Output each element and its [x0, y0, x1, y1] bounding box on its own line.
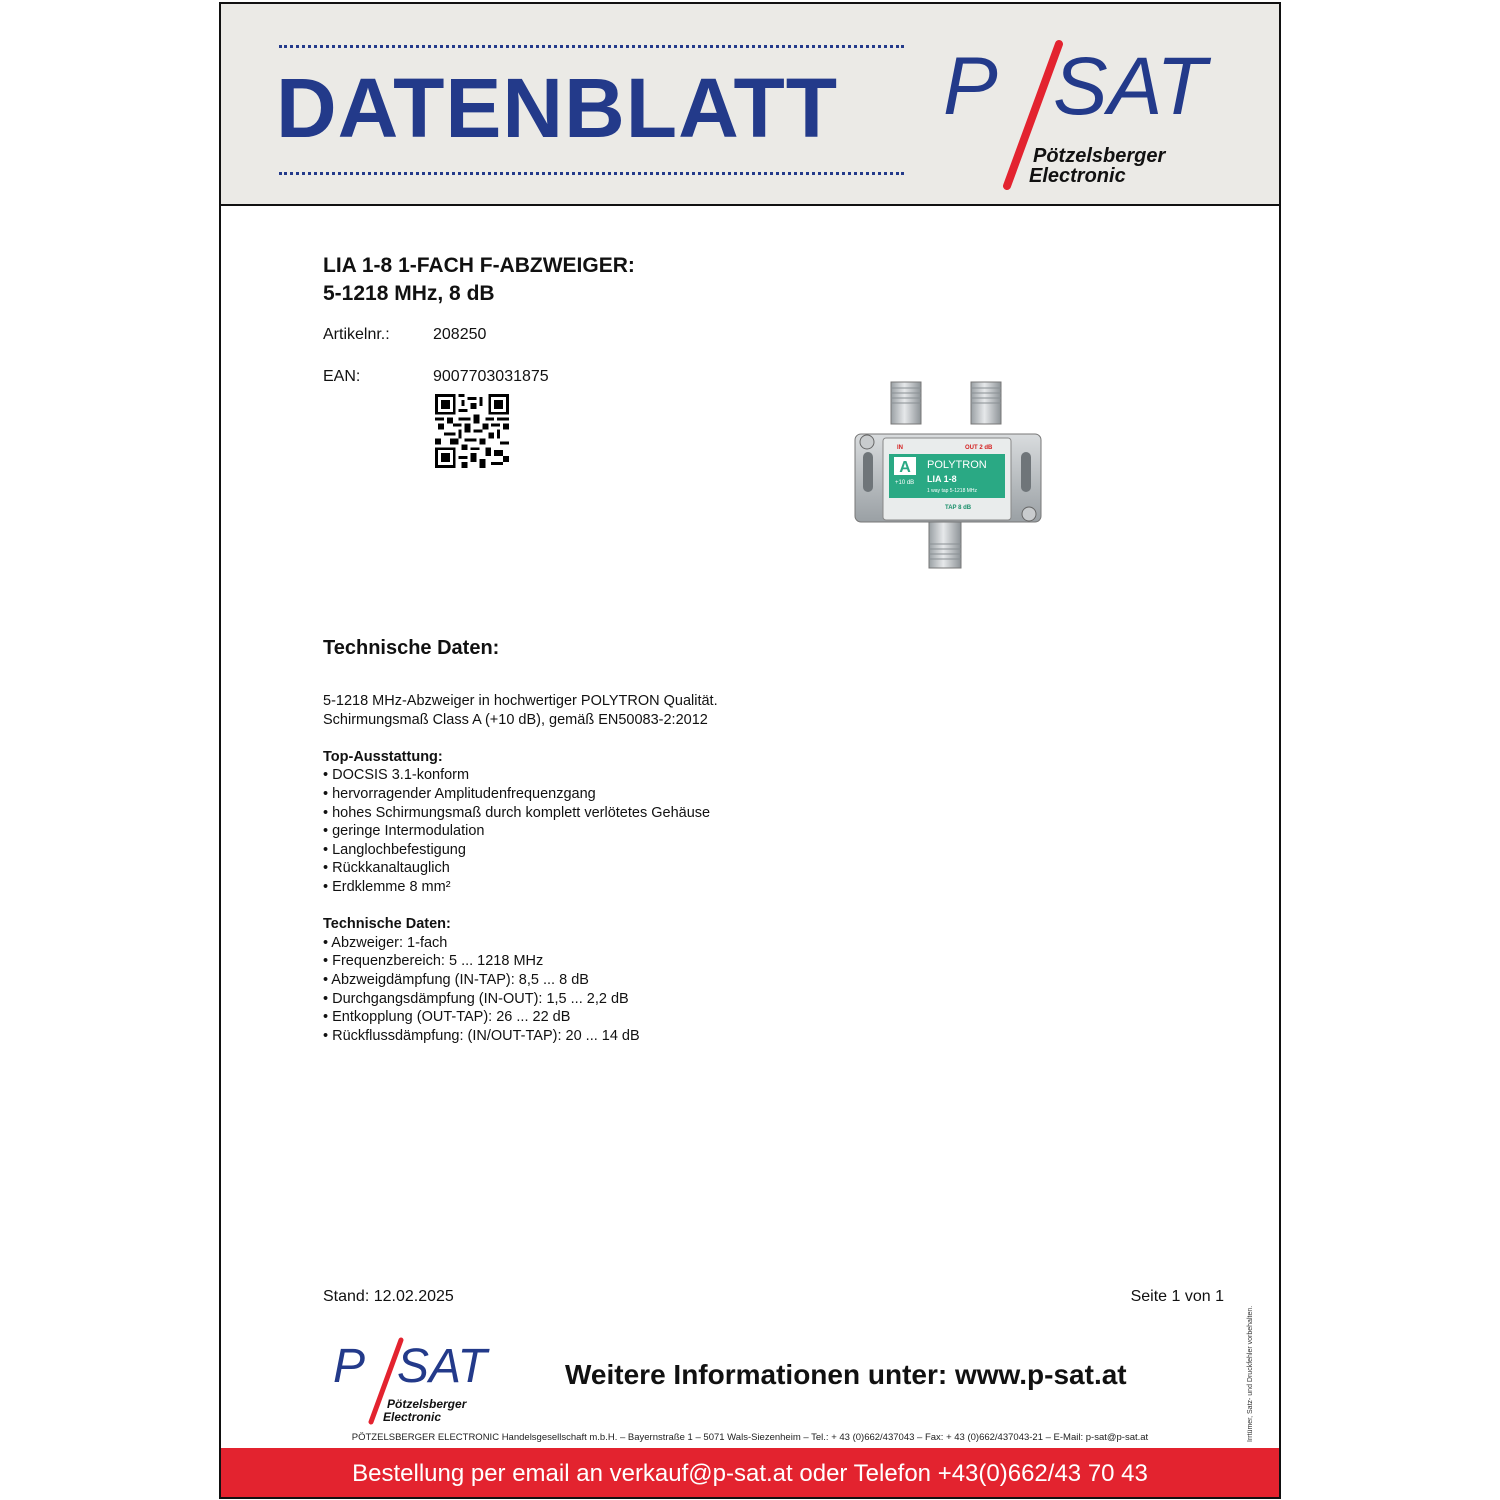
datasheet-page — [219, 2, 1281, 1499]
logo-wordmark: SAT — [1053, 41, 1207, 132]
in-label: IN — [897, 445, 903, 451]
feature-item: • hervorragender Amplitudenfrequenzgang — [323, 785, 596, 802]
product-title-line2: 5-1218 MHz, 8 dB — [323, 282, 495, 305]
feature-item: • geringe Intermodulation — [323, 823, 485, 840]
model-label: LIA 1-8 — [927, 474, 957, 484]
article-value: 208250 — [433, 326, 487, 343]
class-letter: A — [899, 459, 911, 476]
qr-code — [435, 394, 509, 468]
logo-company-line2: Electronic — [1029, 165, 1126, 187]
feature-item: • hohes Schirmungsmaß durch komplett verlötetes Gehäuse — [323, 804, 711, 821]
disclaimer — [1247, 1282, 1257, 1442]
section-heading: Technische Daten: — [323, 637, 500, 659]
ean-value: 9007703031875 — [433, 368, 549, 385]
specs-block — [323, 915, 1023, 1045]
product-title-line1: LIA 1-8 1-FACH F-ABZWEIGER: — [323, 254, 635, 277]
tap-label: TAP 8 dB — [945, 505, 972, 511]
logo-company-line1: Pötzelsberger — [1033, 145, 1166, 167]
svg-text:P: P — [333, 1340, 366, 1393]
spec-item: • Durchgangsdämpfung (IN-OUT): 1,5 ... 2,2 dB — [323, 990, 629, 1007]
ean-row — [323, 368, 549, 386]
product-title — [323, 252, 635, 308]
svg-text:SAT: SAT — [397, 1340, 487, 1393]
out-label: OUT 2 dB — [965, 445, 993, 451]
feature-item: • Langlochbefestigung — [323, 841, 466, 858]
spec-item: • Rückflussdämpfung: (IN/OUT-TAP): 20 ... 14 dB — [323, 1027, 640, 1044]
class-text: +10 dB — [895, 480, 915, 486]
feature-item: • DOCSIS 3.1-konform — [323, 767, 470, 784]
ean-label: EAN: — [323, 368, 361, 385]
more-info-link[interactable]: Weitere Informationen unter: www.p-sat.at — [565, 1359, 1127, 1390]
order-banner[interactable]: Bestellung per email an verkauf@p-sat.at oder Telefon +43(0)662/43 70 43 — [221, 1448, 1279, 1499]
feature-item: • Rückkanaltauglich — [323, 860, 450, 877]
psat-logo-footer — [331, 1336, 521, 1426]
brand-label: POLYTRON — [927, 459, 987, 471]
feature-item: • Erdklemme 8 mm² — [323, 878, 451, 895]
footer-logo-line1: Pötzelsberger — [387, 1397, 467, 1411]
article-label: Artikelnr.: — [323, 326, 390, 343]
header-banner — [221, 4, 1279, 206]
technical-body — [323, 692, 1023, 1064]
product-image — [853, 376, 1043, 574]
spec-item: • Abzweigdämpfung (IN-TAP): 8,5 ... 8 dB — [323, 971, 589, 988]
article-number-row — [323, 326, 486, 344]
features-heading: Top-Ausstattung: — [323, 748, 443, 765]
dotted-rule-bottom — [279, 172, 904, 175]
intro-line: 5-1218 MHz-Abzweiger in hochwertiger POLYTRON Qualität. — [323, 693, 718, 709]
svg-text:P: P — [943, 41, 998, 132]
dotted-rule-top — [279, 45, 904, 48]
device-desc: 1 way tap 5-1218 MHz — [927, 488, 978, 494]
page-title: DATENBLATT — [276, 61, 839, 155]
company-address: PÖTZELSBERGER ELECTRONIC Handelsgesellschaft m.b.H. – Bayernstraße 1 – 5071 Wals-Siezenheim – Tel.: + 43 (0)662/437043 – Fax: + 43 (0)662/437043-21 – E-Mail: p-sat@p-sat.at — [351, 1432, 1149, 1443]
intro-block — [323, 692, 1023, 729]
features-block — [323, 748, 1023, 897]
spec-item: • Entkopplung (OUT-TAP): 26 ... 22 dB — [323, 1009, 571, 1026]
page-number: Seite 1 von 1 — [1130, 1288, 1224, 1305]
spec-item: • Abzweiger: 1-fach — [323, 934, 448, 951]
spec-item: • Frequenzbereich: 5 ... 1218 MHz — [323, 953, 544, 970]
specs-heading: Technische Daten: — [323, 916, 451, 933]
revision-date: Stand: 12.02.2025 — [323, 1288, 454, 1305]
footer-logo-line2: Electronic — [383, 1410, 442, 1424]
psat-logo — [941, 36, 1241, 196]
disclaimer-text: Irrtümer, Satz- und Druckfehler vorbehalten. — [1247, 1305, 1254, 1442]
intro-line: Schirmungsmaß Class A (+10 dB), gemäß EN50083-2:2012 — [323, 711, 708, 728]
